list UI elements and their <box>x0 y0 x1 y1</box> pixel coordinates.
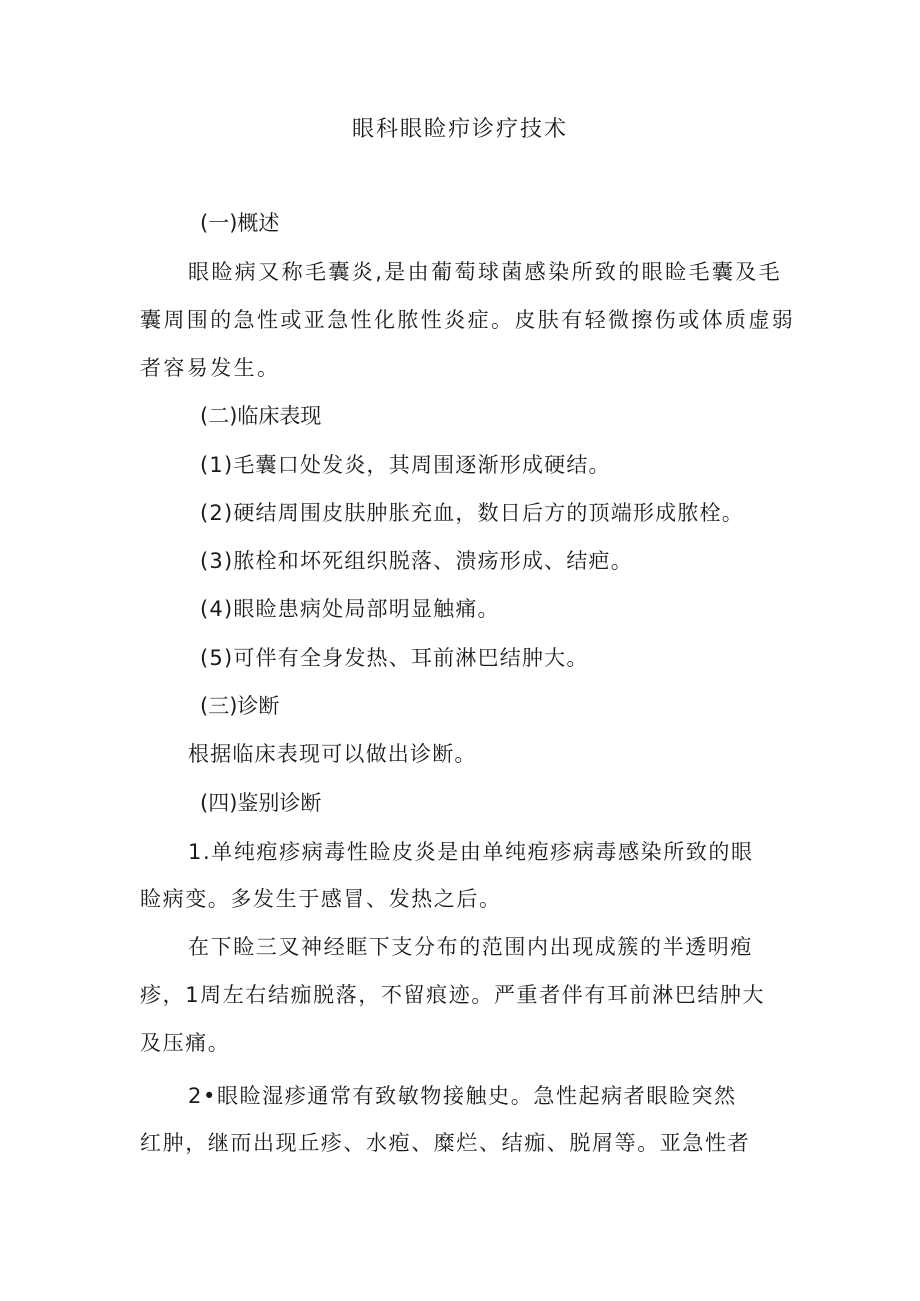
paragraph-line: 1.单纯疱疹病毒性睑皮炎是由单纯疱疹病毒感染所致的眼 <box>188 840 754 864</box>
list-item: (2)硬结周围皮肤肿胀充血，数日后方的顶端形成脓栓。 <box>200 501 744 525</box>
paragraph-line: 囊周围的急性或亚急性化脓性炎症。皮肤有轻微擦伤或体质虚弱 <box>140 308 796 332</box>
paragraph-line: 2•眼睑湿疹通常有致敏物接触史。急性起病者眼睑突然 <box>188 1084 737 1108</box>
page-title: 眼科眼睑疖诊疗技术 <box>351 117 568 142</box>
paragraph-line: 疹，1周左右结痂脱落，不留痕迹。严重者伴有耳前淋巴结肿大 <box>140 983 766 1007</box>
list-item: (3)脓栓和坏死组织脱落、溃疡形成、结疤。 <box>200 549 633 573</box>
section-heading-overview: (一)概述 <box>200 211 280 235</box>
list-item: (1)毛囊口处发炎，其周围逐渐形成硬结。 <box>200 453 611 477</box>
paragraph-line: 眼睑病又称毛囊炎,是由葡萄球菌感染所致的眼睑毛囊及毛 <box>188 260 783 284</box>
section-heading-diagnosis: (三)诊断 <box>200 694 280 718</box>
paragraph-line: 在下睑三叉神经眶下支分布的范围内出现成簇的半透明疱 <box>188 935 753 959</box>
paragraph-line: 者容易发生。 <box>140 356 281 380</box>
section-heading-differential: (四)鉴别诊断 <box>200 791 322 815</box>
list-item: (5)可伴有全身发热、耳前淋巴结肿大。 <box>200 646 589 670</box>
list-item: (4)眼睑患病处局部明显触痛。 <box>200 597 500 621</box>
paragraph-line: 睑病变。多发生于感冒、发热之后。 <box>140 887 502 911</box>
paragraph-line: 根据临床表现可以做出诊断。 <box>188 742 477 766</box>
paragraph-line: 红肿，继而出现丘疹、水疱、糜烂、结痂、脱屑等。亚急性者 <box>140 1131 751 1155</box>
section-heading-clinical: (二)临床表现 <box>200 404 322 428</box>
paragraph-line: 及压痛。 <box>140 1031 231 1055</box>
